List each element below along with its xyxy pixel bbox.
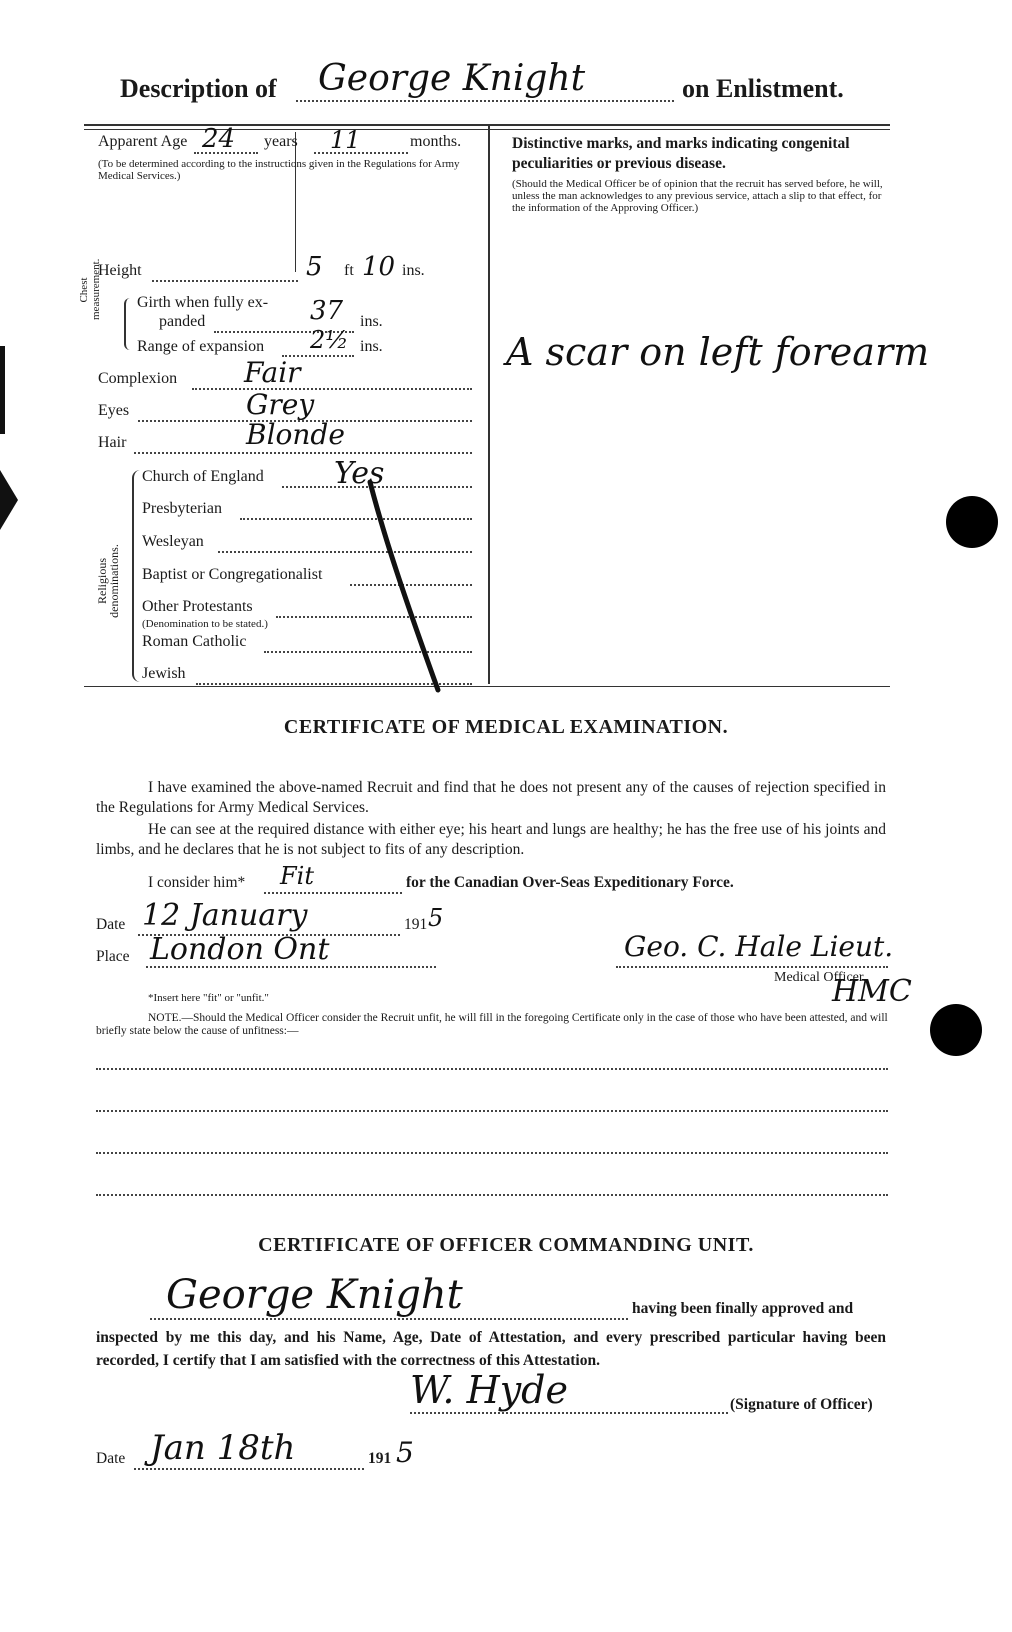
height-ft-value: 5 — [306, 252, 323, 282]
officer-signature-line — [410, 1412, 728, 1414]
medical-footnote: *Insert here "fit" or "unfit." — [148, 992, 269, 1004]
height-ins-word: ins. — [402, 262, 425, 279]
medical-signature: Geo. C. Hale Lieut. — [624, 930, 894, 963]
medical-note: NOTE.—Should the Medical Officer consider the Recruit unfit, he will fill in the foregoing Certificate only in the case of those who have been attested, and will briefly state below the cause of unfitness:— — [96, 1012, 888, 1037]
complexion-line — [192, 388, 472, 390]
religion-baptist: Baptist or Congregationalist — [142, 566, 323, 583]
unfitness-line-4 — [96, 1194, 888, 1196]
range-value: 2½ — [310, 326, 349, 354]
height-in-value: 10 — [362, 252, 396, 282]
commanding-title: CERTIFICATE OF OFFICER COMMANDING UNIT. — [258, 1234, 754, 1256]
recruit-name: George Knight — [318, 58, 586, 99]
unfitness-line-3 — [96, 1152, 888, 1154]
religion-other-note: (Denomination to be stated.) — [142, 618, 268, 630]
commanding-text-2: inspected by me this day, and his Name, Age, Date of Attestation, and every prescribed particular having been recorded, I certify that I am satisfied with the correctness of this Attestation. — [96, 1329, 886, 1369]
commanding-date-line — [134, 1468, 364, 1470]
religion-other-protestants: Other Protestants — [142, 598, 253, 615]
left-edge-mark — [0, 346, 5, 434]
age-note: (To be determined according to the instructions given in the Regulations for Army Medical Services.) — [98, 158, 460, 182]
medical-para-2: He can see at the required distance with either eye; his heart and lungs are healthy; he has the free use of his joints and limbs, and he declares that he is not subject to fits of any description. — [96, 821, 886, 858]
commanding-year-value: 5 — [396, 1436, 414, 1469]
religion-mark: Yes — [334, 456, 385, 491]
marks-value: A scar on left forearm — [506, 330, 930, 374]
medical-date-label: Date — [96, 916, 126, 933]
unfitness-line-1 — [96, 1068, 888, 1070]
left-inner-divider — [295, 132, 296, 272]
complexion-label: Complexion — [98, 370, 178, 387]
age-months-value: 11 — [330, 126, 361, 154]
officer-signature-label: (Signature of Officer) — [730, 1396, 873, 1413]
hair-line — [134, 452, 472, 454]
range-ins-word: ins. — [360, 338, 383, 355]
marks-note: (Should the Medical Officer be of opinion that the recruit has served before, he will, unless the man acknowledges to any previous service, attach a slip to that effect, for the information of the Approving Officer.) — [512, 178, 883, 214]
medical-initials: HMC — [832, 974, 912, 1009]
punch-hole-upper — [946, 496, 998, 548]
header-name-line — [296, 100, 674, 102]
header-suffix: on Enlistment. — [682, 74, 844, 103]
punch-hole-lower — [930, 1004, 982, 1056]
medical-officer-label: Medical Officer. — [774, 970, 867, 985]
girth-ins-word: ins. — [360, 313, 383, 330]
hair-label: Hair — [98, 434, 127, 451]
months-word: months. — [410, 133, 462, 150]
column-divider — [488, 124, 490, 684]
consider-suffix: for the Canadian Over-Seas Expeditionary Force. — [406, 874, 734, 891]
religion-jewish: Jewish — [142, 665, 186, 682]
hair-value: Blonde — [246, 418, 345, 451]
age-months-line — [314, 152, 408, 154]
girth-value: 37 — [310, 296, 344, 326]
consider-prefix: I consider him* — [148, 874, 246, 891]
religion-roman-catholic: Roman Catholic — [142, 633, 247, 650]
medical-date-value: 12 January — [142, 898, 308, 933]
height-line — [152, 280, 298, 282]
religion-side-label: Religious denominations. — [95, 544, 121, 618]
left-edge-wedge — [0, 470, 18, 530]
chest-brace — [124, 298, 134, 350]
commanding-date-value: Jan 18th — [150, 1428, 296, 1468]
medical-para-1: I have examined the above-named Recruit and find that he does not present any of the causes of rejection specified in the Regulations for Army Medical Services. — [96, 779, 886, 816]
range-label: Range of expansion — [137, 338, 265, 355]
commanding-year-prefix: 191 — [368, 1450, 392, 1467]
medical-place-value: London Ont — [150, 932, 330, 967]
section-rule — [84, 686, 890, 687]
girth-label-1: Girth when fully ex- — [137, 294, 269, 311]
chest-side-label: Chest measurement. — [78, 258, 102, 320]
header-prefix: Description of — [120, 74, 277, 103]
medical-year-value: 5 — [428, 904, 444, 932]
complexion-value: Fair — [244, 356, 301, 389]
religion-presbyterian: Presbyterian — [142, 500, 222, 517]
ft-word: ft — [344, 262, 354, 279]
commanding-name: George Knight — [166, 1272, 463, 1318]
medical-title: CERTIFICATE OF MEDICAL EXAMINATION. — [283, 716, 729, 738]
religion-brace — [132, 470, 142, 682]
religion-church-of-england: Church of England — [142, 468, 264, 485]
fitness-line — [264, 892, 402, 894]
religion-wesleyan: Wesleyan — [142, 533, 204, 550]
medical-signature-line — [616, 966, 888, 968]
girth-label-2: panded — [159, 313, 206, 330]
commanding-name-line — [150, 1318, 628, 1320]
height-label: Height — [98, 262, 142, 279]
commanding-date-label: Date — [96, 1450, 126, 1467]
unfitness-line-2 — [96, 1110, 888, 1112]
religion-stroke — [364, 476, 464, 706]
fitness-value: Fit — [280, 862, 314, 890]
officer-signature: W. Hyde — [410, 1368, 568, 1412]
years-word: years — [264, 133, 298, 150]
marks-heading: Distinctive marks, and marks indicating congenital peculiarities or previous disease. — [512, 135, 850, 172]
eyes-value: Grey — [246, 388, 315, 421]
age-label: Apparent Age — [98, 133, 188, 150]
eyes-label: Eyes — [98, 402, 130, 419]
commanding-text-1: having been finally approved and — [632, 1300, 854, 1317]
medical-year-prefix: 191 — [404, 916, 428, 933]
age-years-value: 24 — [202, 124, 236, 154]
medical-place-label: Place — [96, 948, 130, 965]
